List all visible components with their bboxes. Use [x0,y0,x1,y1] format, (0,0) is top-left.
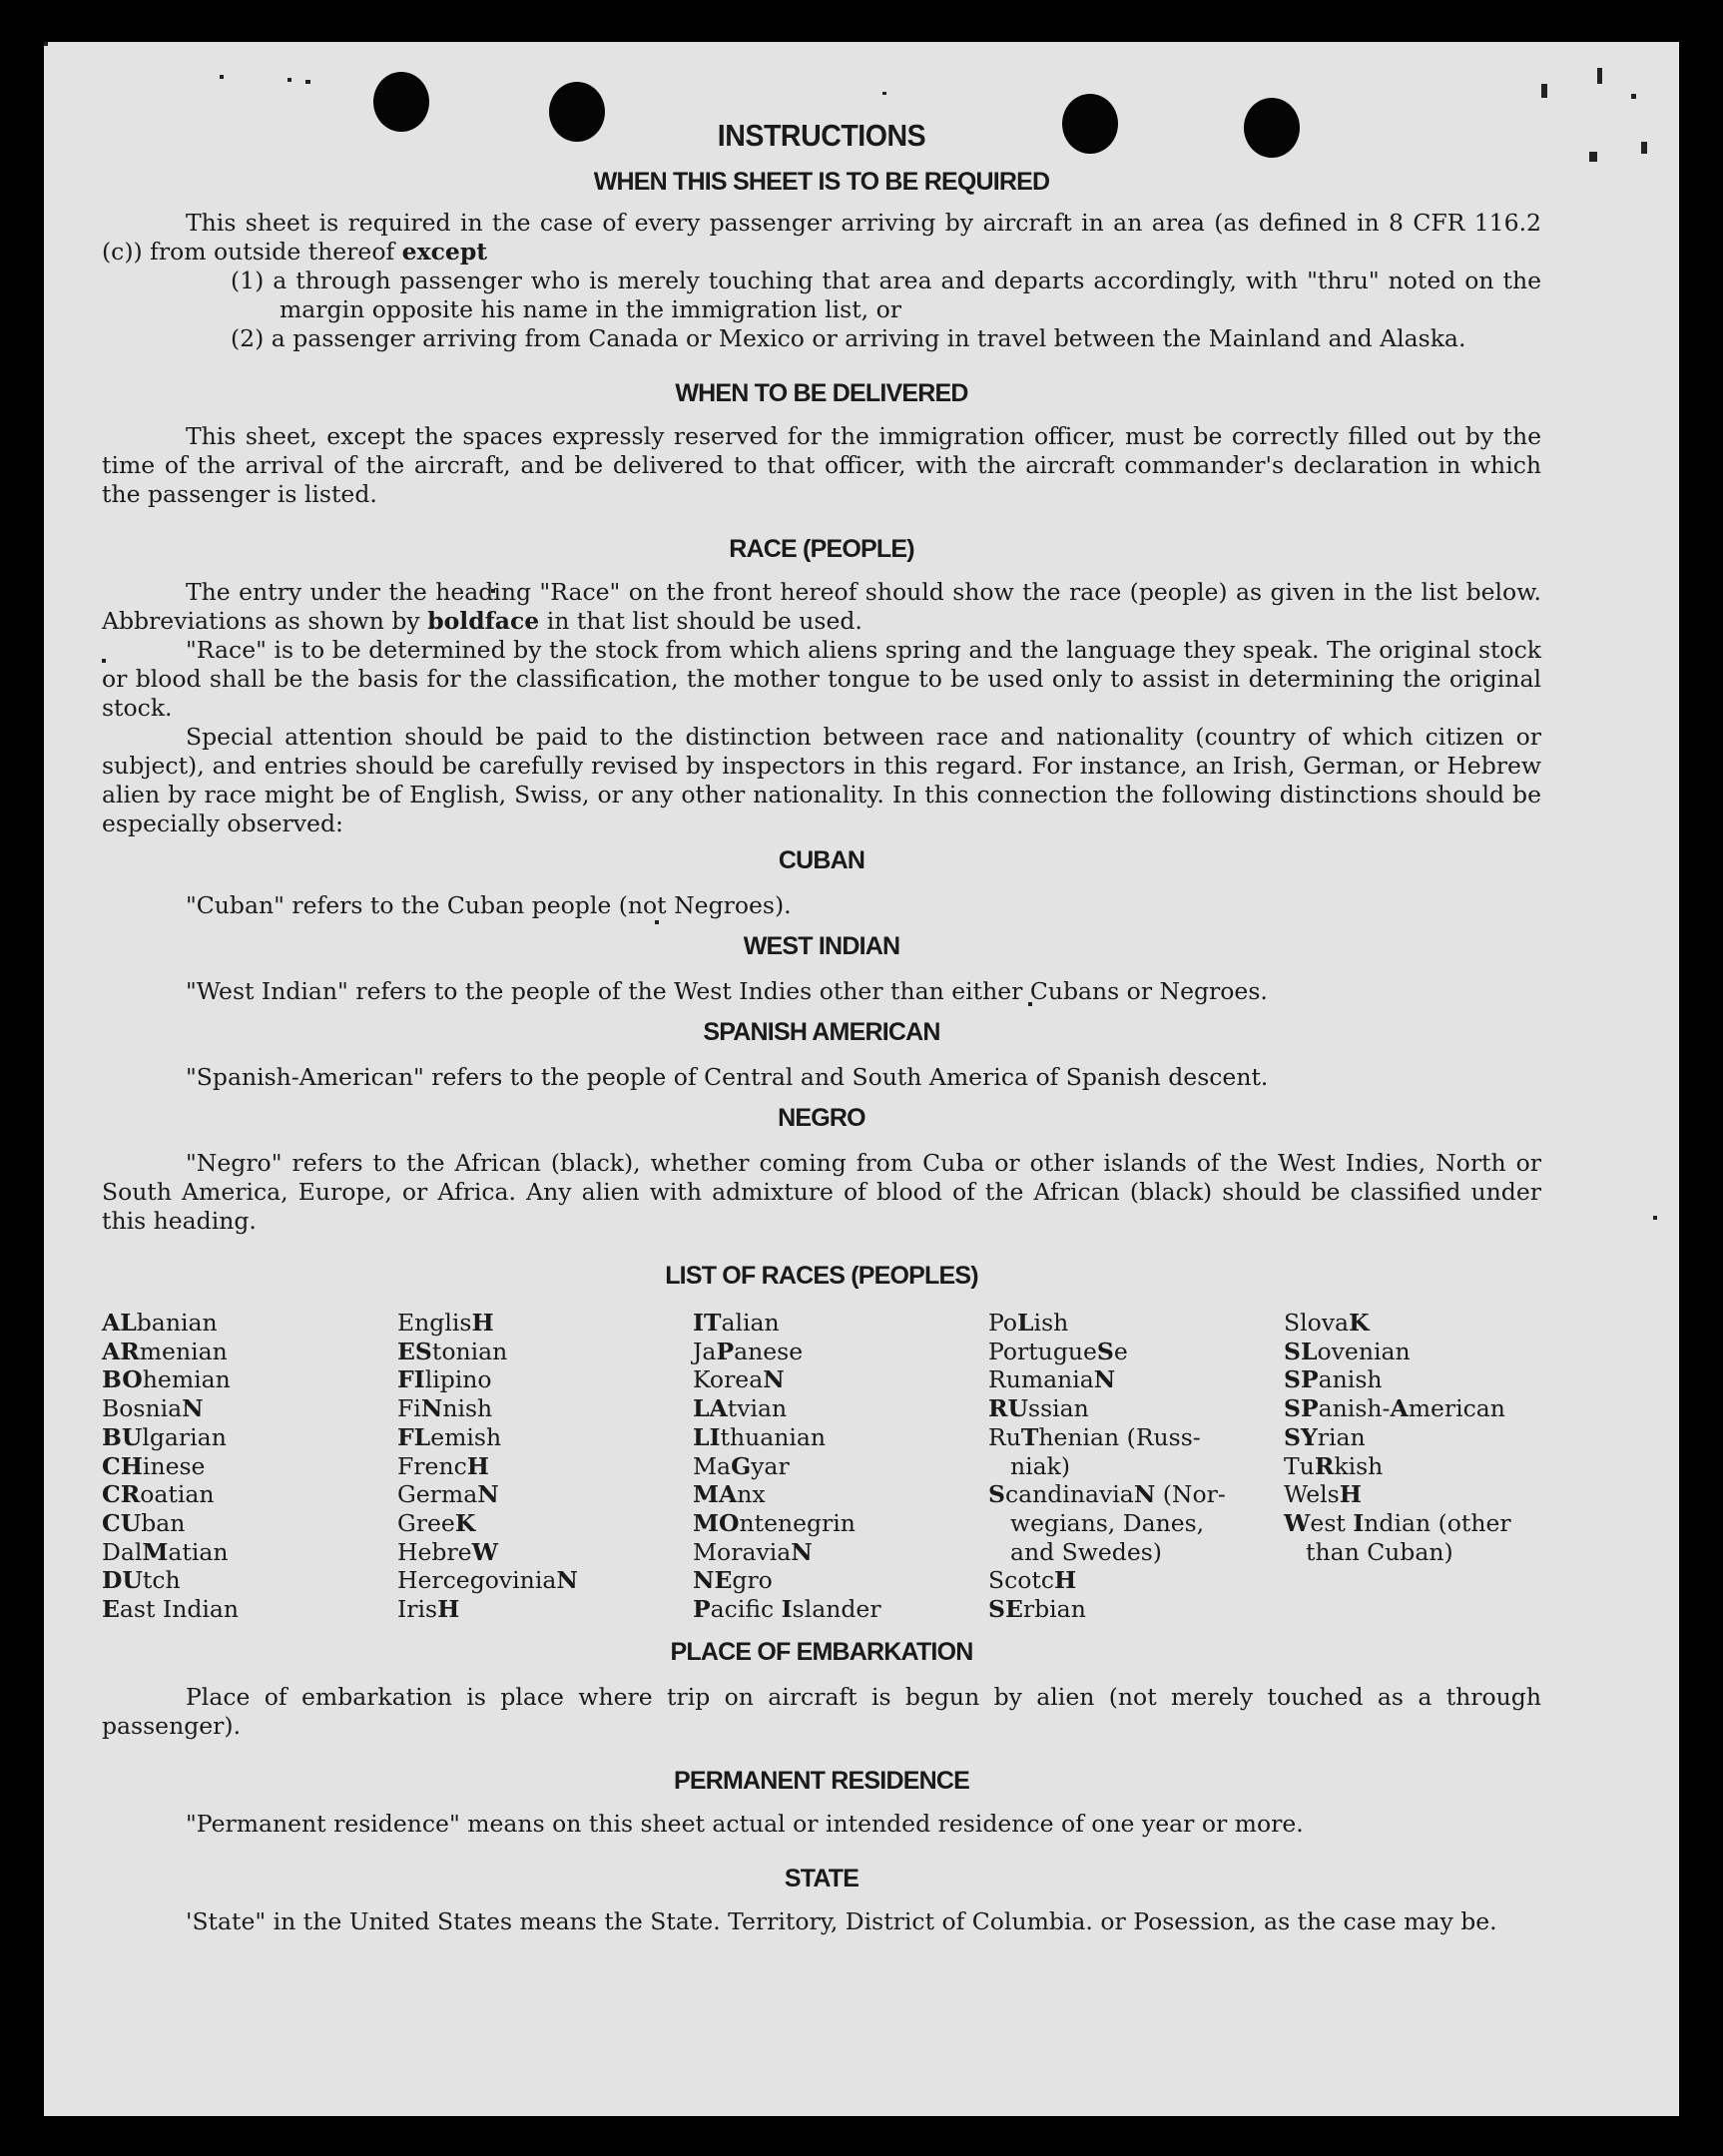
race-text: Slova [1284,1309,1350,1337]
section-heading-race: RACE (PEOPLE) [729,535,914,563]
race-text: Bosnia [102,1394,183,1423]
races-column [1284,1309,1541,1624]
race-entry [988,1538,1284,1567]
race-abbreviation: SP [1284,1365,1319,1394]
instructions-content [102,118,1541,1936]
race-abbreviation: CH [102,1451,143,1480]
race-abbreviation: P [716,1337,735,1365]
paragraph: This sheet is required in the case of every passenger arriving by aircraft in an area (as defined in 8 CFR 116.2 (c)) from outside thereof except [102,209,1541,266]
race-entry [693,1595,988,1624]
race-entry [988,1509,1284,1538]
race-entry [397,1365,693,1394]
race-entry [693,1480,988,1509]
race-abbreviation: K [454,1508,476,1537]
race-text: merican [1408,1394,1505,1423]
race-abbreviation: N [1133,1480,1156,1509]
race-text: anish [1318,1365,1383,1394]
race-entry [988,1309,1284,1338]
race-text: and Swedes) [1010,1537,1162,1566]
race-entry [102,1394,397,1423]
race-entry [693,1452,988,1481]
race-entry [397,1480,693,1509]
race-entry [102,1309,397,1338]
page-title: INSTRUCTIONS [717,118,926,153]
race-abbreviation: NE [693,1566,733,1595]
race-text: nx [737,1480,766,1509]
race-entry [102,1423,397,1452]
race-abbreviation: FL [397,1422,431,1451]
race-text: Frenc [397,1451,467,1480]
race-entry [988,1566,1284,1595]
race-text: ndian (other [1364,1508,1511,1537]
race-entry [693,1509,988,1538]
race-text: oatian [140,1480,215,1509]
race-abbreviation: CU [102,1508,142,1537]
race-entry [693,1394,988,1423]
races-column [397,1309,693,1624]
race-text: rian [1317,1422,1366,1451]
race-abbreviation: N [420,1394,443,1423]
race-entry [102,1452,397,1481]
race-text: thuanian [720,1422,827,1451]
race-abbreviation: SE [988,1595,1023,1624]
paragraph: "Spanish-American" refers to the people of Central and South America of Spanish descent. [186,1063,1269,1091]
race-abbreviation: MO [693,1508,740,1537]
race-text: candinavia [1004,1480,1134,1509]
race-entry [988,1423,1284,1452]
race-entry [397,1566,693,1595]
race-text: Wels [1284,1480,1340,1509]
race-text: than Cuban) [1306,1537,1453,1566]
race-text: Englis [397,1309,472,1337]
race-abbreviation: R [1314,1451,1335,1480]
paragraph: This sheet, except the spaces expressly reserved for the immigration officer, must be correctly filled out by the time of the arrival of the aircraft, and be delivered to that officer, with the aircraft commander's declaration in which the passenger is listed. [102,422,1541,508]
race-text: tonian [431,1337,508,1365]
race-abbreviation: P [693,1595,711,1624]
race-text: Fi [397,1394,421,1423]
race-text: Ma [693,1451,732,1480]
race-abbreviation: T [1020,1422,1039,1451]
race-text: niak) [1010,1451,1071,1480]
race-abbreviation: MA [693,1480,738,1509]
race-entry [988,1365,1284,1394]
race-text: Germa [397,1480,478,1509]
paragraph: Place of embarkation is place where trip on aircraft is begun by alien (not merely touched as a through passenger). [102,1682,1541,1740]
race-abbreviation: BO [102,1365,143,1394]
race-text: banian [136,1309,218,1337]
race-text: (Nor- [1155,1480,1226,1509]
race-text: alian [721,1309,780,1337]
race-entry [693,1309,988,1338]
race-abbreviation: H [1054,1566,1077,1595]
section-heading-list-of-races: LIST OF RACES (PEOPLES) [665,1262,978,1290]
section-heading-cuban: CUBAN [778,846,865,874]
race-abbreviation: W [1284,1508,1311,1537]
race-text: est [1310,1508,1354,1537]
race-text: tvian [727,1394,788,1423]
race-text: Gree [397,1508,455,1537]
race-entry [102,1338,397,1366]
race-entry [1284,1509,1541,1538]
race-text: Portugue [988,1337,1097,1365]
race-text: Moravia [693,1537,792,1566]
race-abbreviation: S [988,1480,1005,1509]
race-abbreviation: N [556,1566,578,1595]
race-text: ovenian [1317,1337,1411,1365]
section-heading-west-indian: WEST INDIAN [743,932,900,960]
race-abbreviation: H [437,1595,460,1624]
race-entry [1284,1309,1541,1338]
race-abbreviation: N [182,1394,204,1423]
race-abbreviation: CR [102,1480,141,1509]
race-text: ban [141,1508,186,1537]
race-text: wegians, Danes, [1010,1508,1205,1537]
race-entry [693,1338,988,1366]
race-text: Tu [1284,1451,1315,1480]
race-abbreviation: M [142,1537,169,1566]
race-abbreviation: N [477,1480,499,1509]
race-text: Ja [693,1337,717,1365]
race-entry [102,1509,397,1538]
race-text: ssian [1028,1394,1089,1423]
race-abbreviation: SY [1284,1422,1318,1451]
race-text: Iris [397,1595,438,1624]
race-entry [397,1538,693,1567]
paragraph: Special attention should be paid to the distinction between race and nationality (country of which citizen or subject), and entries should be carefully revised by inspectors in this regard. For instance, an Irish, German, or Hebrew alien by race might be of English, Swiss, or any other nationality. In this connection the following distinctions should be especially observed: [102,723,1541,837]
race-text: lipino [424,1365,492,1394]
race-entry [988,1595,1284,1624]
race-abbreviation: H [466,1451,489,1480]
race-abbreviation: LI [693,1422,721,1451]
race-text: ast Indian [119,1595,240,1624]
race-text: Hebre [397,1537,472,1566]
race-text: hemian [142,1365,231,1394]
race-entry [1284,1538,1541,1567]
race-entry [102,1538,397,1567]
race-text: anish- [1318,1394,1391,1423]
section-heading-spanish-american: SPANISH AMERICAN [703,1018,940,1046]
race-text: emish [430,1422,502,1451]
race-abbreviation: N [1093,1365,1116,1394]
race-text: menian [139,1337,228,1365]
paragraph: "West Indian" refers to the people of the West Indies other than either Cubans or Negroes. [186,977,1268,1005]
race-abbreviation: LA [693,1394,728,1423]
race-entry [397,1338,693,1366]
race-entry [102,1365,397,1394]
race-abbreviation: DU [102,1566,143,1595]
paragraph: "Negro" refers to the African (black), whether coming from Cuba or other islands of the West Indies, North or South America, Europe, or Africa. Any alien with admixture of blood of the African (black) should be classified under this heading. [102,1149,1541,1235]
section-heading-embarkation: PLACE OF EMBARKATION [670,1637,973,1666]
race-abbreviation: SL [1284,1337,1318,1365]
list-item: (2) a passenger arriving from Canada or Mexico or arriving in travel between the Mainland and Alaska. [231,324,1466,352]
race-entry [397,1452,693,1481]
race-abbreviation: H [471,1309,494,1337]
race-text: e [1113,1337,1128,1365]
race-entry [988,1480,1284,1509]
race-abbreviation: IT [693,1309,722,1337]
race-abbreviation: I [781,1595,793,1624]
section-heading-permanent-residence: PERMANENT RESIDENCE [674,1766,969,1795]
race-abbreviation: AR [102,1337,140,1365]
race-text: inese [142,1451,206,1480]
race-abbreviation: AL [102,1309,137,1337]
section-heading-when-delivered: WHEN TO BE DELIVERED [675,379,968,407]
race-abbreviation: ES [397,1337,432,1365]
race-text: Ru [988,1422,1021,1451]
race-text: Po [988,1309,1018,1337]
race-text: Rumania [988,1365,1094,1394]
race-entry [102,1595,397,1624]
race-entry [1284,1338,1541,1366]
section-heading-when-required: WHEN THIS SHEET IS TO BE REQUIRED [593,168,1050,196]
race-entry [693,1538,988,1567]
race-abbreviation: E [102,1595,120,1624]
race-entry [1284,1423,1541,1452]
race-entry [1284,1480,1541,1509]
race-abbreviation: BU [102,1422,143,1451]
race-text: Scotc [988,1566,1055,1595]
race-entry [988,1394,1284,1423]
race-abbreviation: N [763,1365,785,1394]
paragraph: "Permanent residence" means on this sheet actual or intended residence of one year or more. [186,1809,1304,1838]
race-text: rbian [1022,1595,1086,1624]
race-text: Hercegovinia [397,1566,557,1595]
race-text: anese [734,1337,804,1365]
race-entry [102,1480,397,1509]
race-abbreviation: G [731,1451,752,1480]
race-entry [693,1365,988,1394]
race-text: ish [1033,1309,1069,1337]
race-text: Dal [102,1537,143,1566]
race-entry [1284,1452,1541,1481]
paragraph: The entry under the heading "Race" on the front hereof should show the race (people) as given in the list below. Abbreviations as shown by boldface in that list should be used. [102,578,1541,635]
race-abbreviation: H [1339,1480,1362,1509]
race-entry [397,1394,693,1423]
race-text: yar [751,1451,790,1480]
paragraph: "Race" is to be determined by the stock from which aliens spring and the language they speak. The original stock or blood shall be the basis for the classification, the mother tongue to be used only to assist in determining the original stock. [102,636,1541,722]
race-entry [102,1566,397,1595]
race-entry [397,1309,693,1338]
race-text: lgarian [142,1422,227,1451]
race-entry [693,1566,988,1595]
section-heading-negro: NEGRO [778,1104,865,1132]
race-entry [1284,1365,1541,1394]
paragraph: 'State" in the United States means the State. Territory, District of Columbia. or Posession, as the case may be. [186,1906,1497,1935]
race-entry [397,1423,693,1452]
race-entry [988,1338,1284,1366]
section-heading-state: STATE [784,1864,860,1892]
races-table [102,1309,1541,1624]
race-text: kish [1334,1451,1384,1480]
race-abbreviation: I [1353,1508,1365,1537]
race-text: ntenegrin [739,1508,856,1537]
races-column [693,1309,988,1624]
race-entry [693,1423,988,1452]
race-abbreviation: L [1017,1309,1034,1337]
race-text: henian (Russ- [1038,1422,1201,1451]
race-text: slander [792,1595,881,1624]
race-entry [397,1509,693,1538]
race-abbreviation: N [791,1537,813,1566]
race-entry [397,1595,693,1624]
race-entry [988,1452,1284,1481]
races-column [102,1309,397,1624]
race-text: nish [442,1394,493,1423]
race-text: tch [142,1566,181,1595]
race-abbreviation: A [1390,1394,1409,1423]
race-text: acific [710,1595,782,1624]
race-text: Korea [693,1365,764,1394]
race-abbreviation: SP [1284,1394,1319,1423]
race-text: gro [732,1566,773,1595]
race-abbreviation: K [1349,1309,1370,1337]
race-abbreviation: S [1096,1337,1114,1365]
race-abbreviation: RU [988,1394,1029,1423]
race-abbreviation: W [471,1537,498,1566]
race-entry [1284,1394,1541,1423]
paragraph: "Cuban" refers to the Cuban people (not Negroes). [186,891,792,919]
race-abbreviation: FI [397,1365,425,1394]
races-column [988,1309,1284,1624]
race-text: atian [168,1537,229,1566]
list-item: (1) a through passenger who is merely touching that area and departs accordingly, with "thru" noted on the margin opposite his name in the immigration list, or [231,267,1541,323]
